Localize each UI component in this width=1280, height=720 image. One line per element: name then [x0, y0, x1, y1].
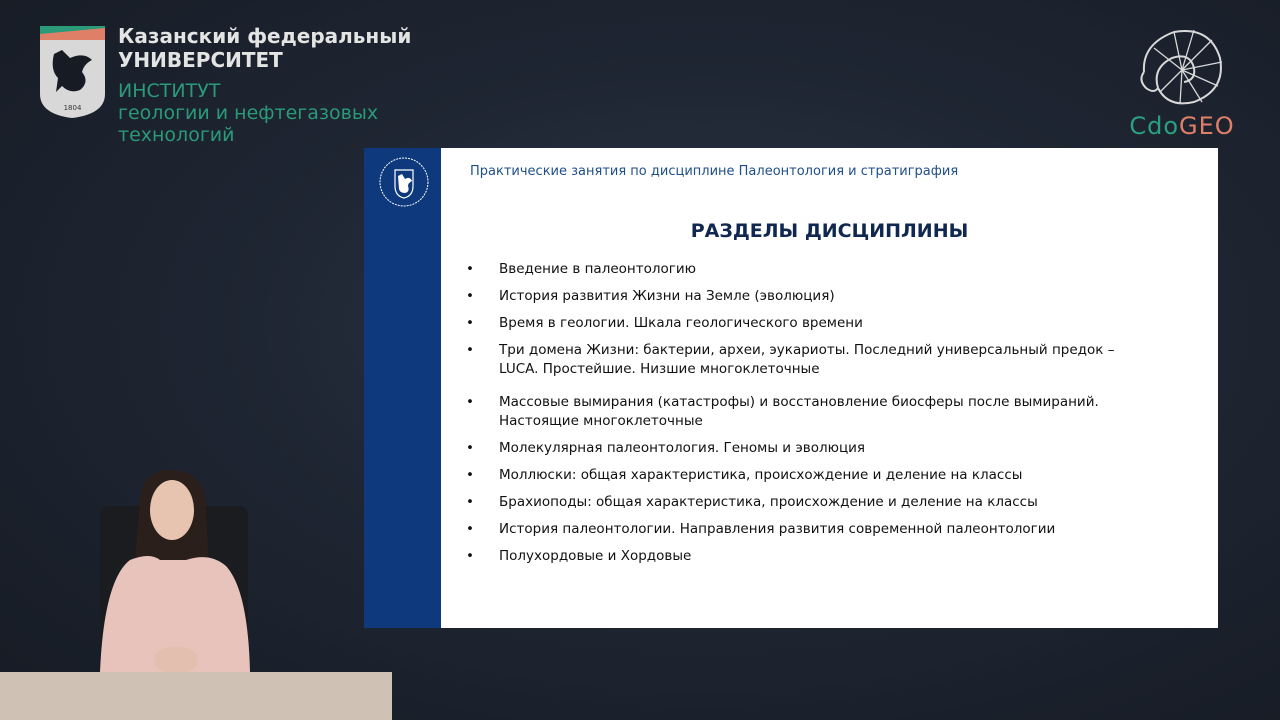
ammonite-icon: [1132, 24, 1232, 108]
lecturer-video: [0, 0, 420, 720]
cdogeo-logo: [1122, 24, 1242, 140]
list-item: • Время в геологии. Шкала геологического времени: [464, 314, 1124, 333]
list-item: • История развития Жизни на Земле (эволюция): [464, 287, 1124, 306]
face: [150, 480, 194, 540]
brand-part2: GEO: [1179, 112, 1235, 140]
list-item: • Три домена Жизни: бактерии, археи, эукариоты. Последний универсальный предок – LUCA. Простейшие. Низшие многоклеточные: [464, 341, 1124, 379]
list-item: • Введение в палеонтологию: [464, 260, 1124, 279]
university-line1: Казанский федеральный: [118, 24, 412, 48]
list-item: • Брахиоподы: общая характеристика, происхождение и деление на классы: [464, 493, 1124, 512]
list-item: • История палеонтологии. Направления развития современной палеонтологии: [464, 520, 1124, 539]
brand-part1: Cdo: [1129, 112, 1180, 140]
institute-line1: ИНСТИТУТ: [118, 80, 221, 102]
institute-line2: геологии и нефтегазовых: [118, 102, 379, 124]
shield-year: 1804: [63, 104, 82, 112]
list-item: • Массовые вымирания (катастрофы) и восстановление биосферы после вымираний. Настоящие многоклеточные: [464, 393, 1124, 431]
presentation-slide: [364, 148, 1218, 628]
list-item: • Полухордовые и Хордовые: [464, 547, 1124, 566]
hands: [154, 646, 198, 674]
university-line2: УНИВЕРСИТЕТ: [118, 48, 283, 72]
institute-line3: технологий: [118, 124, 235, 146]
slide-subtitle: Практические занятия по дисциплине Палеонтология и стратиграфия: [470, 164, 959, 179]
slide-title: РАЗДЕЛЫ ДИСЦИПЛИНЫ: [690, 220, 969, 242]
discipline-sections-list: [464, 260, 1124, 574]
desk: [0, 672, 392, 720]
list-item: • Моллюски: общая характеристика, происхождение и деление на классы: [464, 466, 1124, 485]
list-item: • Молекулярная палеонтология. Геномы и эволюция: [464, 439, 1124, 458]
